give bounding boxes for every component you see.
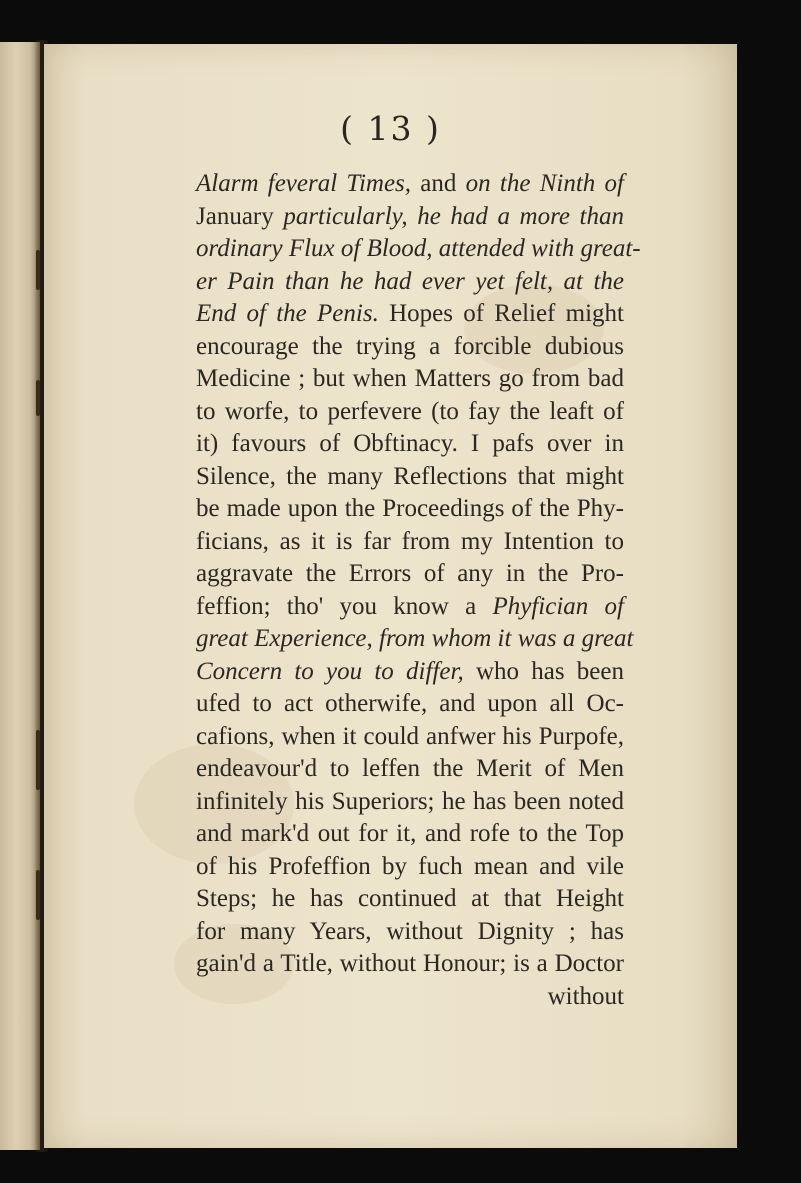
roman-text: Steps; he has continued at that Height	[196, 885, 624, 912]
text-line	[196, 656, 624, 689]
text-line	[196, 266, 624, 299]
text-line	[196, 298, 624, 331]
roman-text: for many Years, without Dignity ; has	[196, 917, 624, 945]
roman-text: infinitely his Superiors; he has been noted	[196, 787, 624, 815]
text-line	[196, 818, 624, 851]
italic-text: feveral Times,	[267, 170, 412, 197]
roman-text: aggravate the Errors of any in the Pro-	[196, 560, 624, 587]
roman-text: endeavour'd to leffen the Merit of Men	[196, 755, 624, 782]
text-line	[196, 721, 624, 754]
text-line	[196, 396, 624, 429]
roman-text: to worfe, to perfevere (to fay the leaft of	[196, 397, 624, 425]
text-line	[196, 493, 624, 526]
binding-thread	[36, 730, 40, 790]
italic-text: particularly, he had a more than	[283, 202, 624, 230]
text-line	[196, 753, 624, 786]
italic-text: on the Ninth of	[465, 170, 625, 197]
italic-text: great Experience, from whom it was a great	[196, 625, 634, 652]
text-line	[196, 363, 624, 396]
roman-text	[259, 170, 268, 197]
roman-text: Medicine ; but when Matters go from bad	[196, 365, 624, 392]
book-page	[44, 44, 737, 1148]
text-line	[196, 786, 624, 819]
roman-text: without	[547, 982, 624, 1010]
text-line	[196, 591, 624, 624]
text-line	[196, 233, 641, 266]
text-line	[196, 461, 624, 494]
roman-text: and mark'd out for it, and rofe to the Top	[196, 820, 624, 847]
text-line	[196, 331, 624, 364]
text-line	[196, 168, 624, 201]
text-line	[196, 883, 624, 916]
roman-text: cafions, when it could anfwer his Purpofe,	[196, 722, 624, 750]
text-line	[196, 981, 624, 1014]
text-line	[196, 558, 624, 591]
roman-text: of his Profeffion by fuch mean and vile	[196, 852, 624, 880]
italic-text: er Pain than he had ever yet felt, at the	[196, 267, 624, 295]
roman-text: Silence, the many Reflections that might	[196, 462, 624, 490]
roman-text: ufed to act otherwife, and upon all Oc-	[196, 690, 624, 717]
text-line	[196, 948, 624, 981]
roman-text: be made upon the Proceedings of the Phy-	[196, 495, 624, 522]
roman-text: gain'd a Title, without Honour; is a Doctor	[196, 950, 624, 977]
text-line	[196, 851, 624, 884]
text-line	[196, 916, 624, 949]
binding-thread	[36, 870, 40, 920]
text-line	[196, 526, 624, 559]
italic-text: End of the Penis.	[196, 300, 379, 327]
roman-text: feffion; tho' you know a	[196, 592, 493, 620]
text-line	[196, 428, 624, 461]
roman-text: ficians, as it is far from my Intention to	[196, 527, 624, 555]
binding-thread	[36, 250, 40, 290]
text-line	[196, 688, 624, 721]
text-line	[196, 623, 634, 656]
italic-text: Phyfician of	[492, 592, 624, 620]
italic-text: Concern to you to differ,	[196, 657, 464, 685]
roman-text: who has been	[463, 657, 624, 685]
roman-text: Hopes of Relief might	[378, 300, 624, 327]
body-text	[196, 168, 641, 1013]
roman-text: it) favours of Obftinacy. I pafs over in	[196, 430, 624, 457]
italic-text: Alarm	[196, 170, 259, 197]
page-number: ( 13 )	[340, 109, 441, 148]
roman-text: and	[411, 170, 466, 197]
roman-text: encourage the trying a forcible dubious	[196, 332, 624, 360]
text-line	[196, 201, 624, 234]
binding-thread	[36, 380, 40, 416]
roman-text: January	[196, 202, 284, 230]
italic-text: ordinary Flux of Blood, attended with great-	[196, 235, 641, 262]
